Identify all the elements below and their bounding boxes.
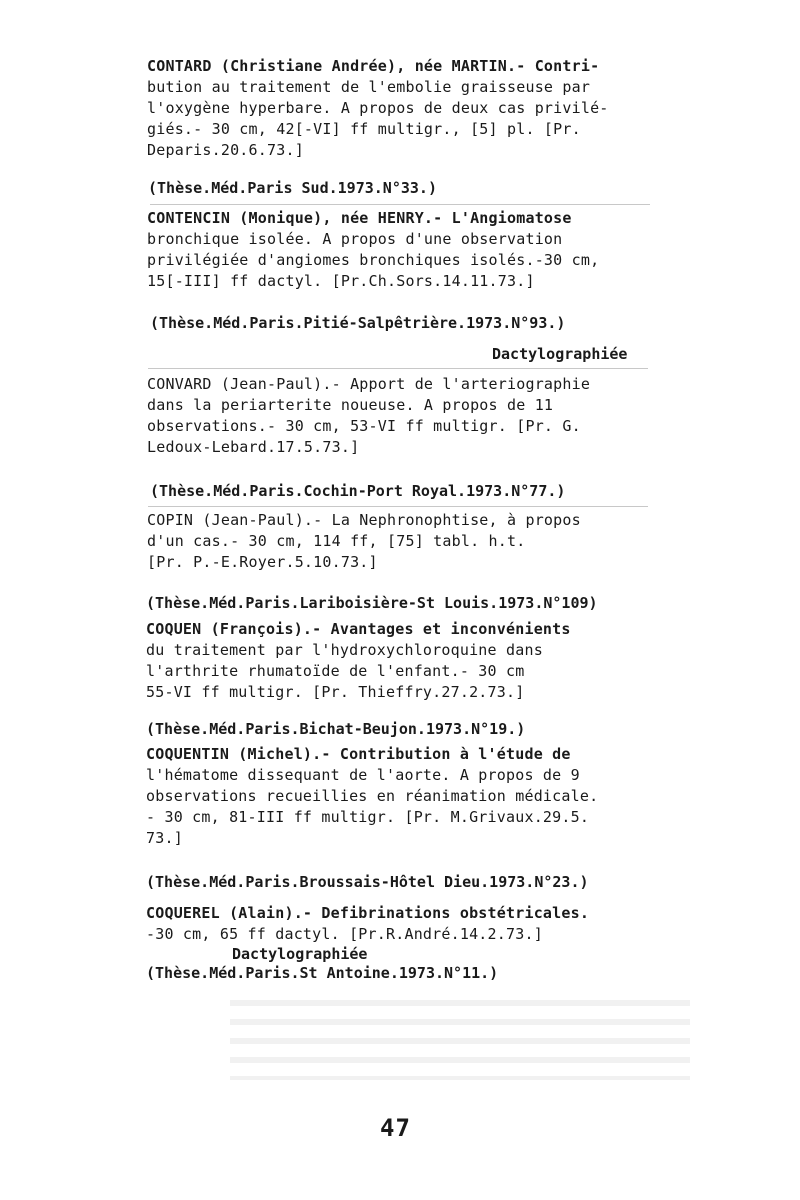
entry-line: CONVARD (Jean-Paul).- Apport de l'arteriographie (147, 375, 591, 393)
entry-line: CONTARD (Christiane Andrée), née MARTIN.- Contri- (147, 57, 600, 75)
entry-line: d'un cas.- 30 cm, 114 ff, [75] tabl. h.t. (147, 532, 526, 550)
entry-line: - 30 cm, 81-III ff multigr. [Pr. M.Grivaux.29.5. (146, 808, 590, 826)
bibliography-entry (146, 903, 676, 945)
entry-line: [Pr. P.-E.Royer.5.10.73.] (147, 553, 378, 571)
thesis-citation: (Thèse.Méd.Paris.St Antoine.1973.N°11.) (146, 964, 499, 982)
entry-line: bronchique isolée. A propos d'une observation (147, 230, 563, 248)
thesis-citation: (Thèse.Méd.Paris.Lariboisière-St Louis.1973.N°109) (146, 594, 598, 612)
entry-line: observations.- 30 cm, 53-VI ff multigr. [Pr. G. (147, 417, 581, 435)
entry-line: l'hématome dissequant de l'aorte. A propos de 9 (146, 766, 580, 784)
entry-line: COQUEREL (Alain).- Defibrinations obstétricales. (146, 904, 590, 922)
entry-line: Deparis.20.6.73.] (147, 141, 304, 159)
page-number: 47 (380, 1114, 411, 1142)
entry-line: -30 cm, 65 ff dactyl. [Pr.R.André.14.2.73.] (146, 925, 543, 943)
entry-line: COPIN (Jean-Paul).- La Nephronophtise, à propos (147, 511, 581, 529)
thesis-citation: (Thèse.Méd.Paris.Broussais-Hôtel Dieu.1973.N°23.) (146, 873, 589, 891)
entry-line: 55-VI ff multigr. [Pr. Thieffry.27.2.73.] (146, 683, 525, 701)
entry-line: l'oxygène hyperbare. A propos de deux cas privilé- (147, 99, 609, 117)
typewritten-note: Dactylographiée (492, 345, 628, 363)
entry-line: 15[-III] ff dactyl. [Pr.Ch.Sors.14.11.73.] (147, 272, 535, 290)
divider (148, 506, 648, 507)
entry-line: observations recueillies en réanimation médicale. (146, 787, 599, 805)
entry-line: l'arthrite rhumatoïde de l'enfant.- 30 cm (146, 662, 525, 680)
bibliography-entry (147, 510, 677, 573)
thesis-citation: (Thèse.Méd.Paris.Bichat-Beujon.1973.N°19.) (146, 720, 526, 738)
entry-line: Ledoux-Lebard.17.5.73.] (147, 438, 360, 456)
bibliography-entry (146, 744, 676, 849)
divider (150, 204, 650, 205)
entry-line: CONTENCIN (Monique), née HENRY.- L'Angiomatose (147, 209, 572, 227)
entry-line: bution au traitement de l'embolie graisseuse par (147, 78, 591, 96)
entry-line: privilégiée d'angiomes bronchiques isolés.-30 cm, (147, 251, 600, 269)
thesis-citation: (Thèse.Méd.Paris.Pitié-Salpêtrière.1973.N°93.) (150, 314, 566, 332)
typewritten-note: Dactylographiée (232, 945, 368, 963)
entry-line: dans la periarterite noueuse. A propos de 11 (147, 396, 554, 414)
bibliography-entry (147, 56, 677, 161)
bibliography-entry (146, 619, 676, 703)
thesis-citation: (Thèse.Méd.Paris Sud.1973.N°33.) (148, 179, 437, 197)
bibliography-entry (147, 208, 677, 292)
entry-line: COQUENTIN (Michel).- Contribution à l'étude de (146, 745, 571, 763)
divider (148, 368, 648, 369)
entry-line: COQUEN (François).- Avantages et inconvénients (146, 620, 571, 638)
entry-line: giés.- 30 cm, 42[-VI] ff multigr., [5] pl. [Pr. (147, 120, 581, 138)
entry-line: 73.] (146, 829, 183, 847)
bibliography-entry (147, 374, 677, 458)
thesis-citation: (Thèse.Méd.Paris.Cochin-Port Royal.1973.N°77.) (150, 482, 566, 500)
entry-line: du traitement par l'hydroxychloroquine dans (146, 641, 543, 659)
show-through-texture (230, 1000, 690, 1080)
